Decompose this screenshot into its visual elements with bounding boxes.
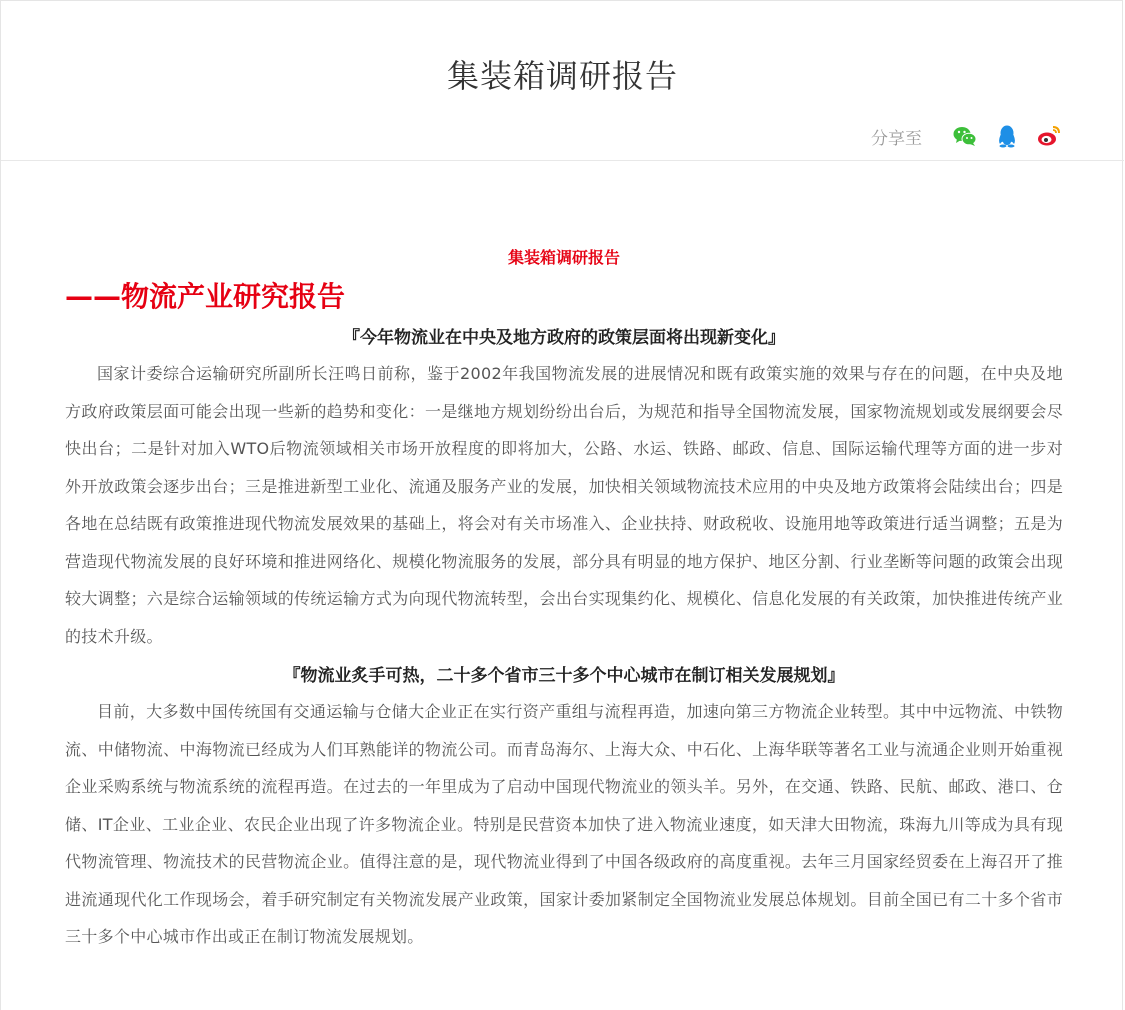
wechat-icon[interactable]	[952, 123, 978, 149]
share-bar	[871, 123, 1062, 149]
section-heading-planning: 『物流业炙手可热，二十多个省市三十多个中心城市在制订相关发展规划』	[283, 666, 845, 686]
weibo-icon[interactable]	[1036, 123, 1062, 149]
article-subtitle: 集装箱调研报告	[507, 248, 620, 267]
page-title: 集装箱调研报告	[446, 57, 678, 95]
paragraph-policy: 国家计委综合运输研究所副所长汪鸣日前称，鉴于2002年我国物流发展的进展情况和既有政策实施的效果与存在的问题，在中央及地方政府政策层面可能会出现一些新的趋势和变化：一是继地方规划纷纷出台后，为规范和指导全国物流发展，国家物流规划或发展纲要会尽快出台；二是针对加入WTO后物流领域相关市场开放程度的即将加大，公路、水运、铁路、邮政、信息、国际运输代理等方面的进一步对外开放政策会逐步出台；三是推进新型工业化、流通及服务产业的发展，加快相关领域物流技术应用的中央及地方政策将会陆续出台；四是各地在总结既有政策推进现代物流发展效果的基础上，将会对有关市场准入、企业扶持、财政税收、设施用地等政策进行适当调整；五是为营造现代物流发展的良好环境和推进网络化、规模化物流服务的发展，部分具有明显的地方保护、地区分割、行业垄断等问题的政策会出现较大调整；六是综合运输领域的传统运输方式为向现代物流转型，会出台实现集约化、规模化、信息化发展的有关政策，加快推进传统产业的技术升级。	[65, 364, 1063, 646]
paragraph-planning: 目前，大多数中国传统国有交通运输与仓储大企业正在实行资产重组与流程再造，加速向第三方物流企业转型。其中中远物流、中铁物流、中储物流、中海物流已经成为人们耳熟能详的物流公司。而青岛海尔、上海大众、中石化、上海华联等著名工业与流通企业则开始重视企业采购系统与物流系统的流程再造。在过去的一年里成为了启动中国现代物流业的领头羊。另外，在交通、铁路、民航、邮政、港口、仓储、IT企业、工业企业、农民企业出现了许多物流企业。特别是民营资本加快了进入物流业速度，如天津大田物流，珠海九川等成为具有现代物流管理、物流技术的民营物流企业。值得注意的是，现代物流业得到了中国各级政府的高度重视。去年三月国家经贸委在上海召开了推进流通现代化工作现场会，着手研究制定有关物流发展产业政策，国家计委加紧制定全国物流业发展总体规划。目前全国已有二十多个省市三十多个中心城市作出或正在制订物流发展规划。	[65, 702, 1063, 946]
qq-icon[interactable]	[994, 123, 1020, 149]
article-heading: ——物流产业研究报告	[65, 280, 346, 313]
section-heading-policy: 『今年物流业在中央及地方政府的政策层面将出现新变化』	[343, 328, 785, 348]
share-label: 分享至	[871, 128, 922, 149]
page-header	[1, 1, 1124, 161]
